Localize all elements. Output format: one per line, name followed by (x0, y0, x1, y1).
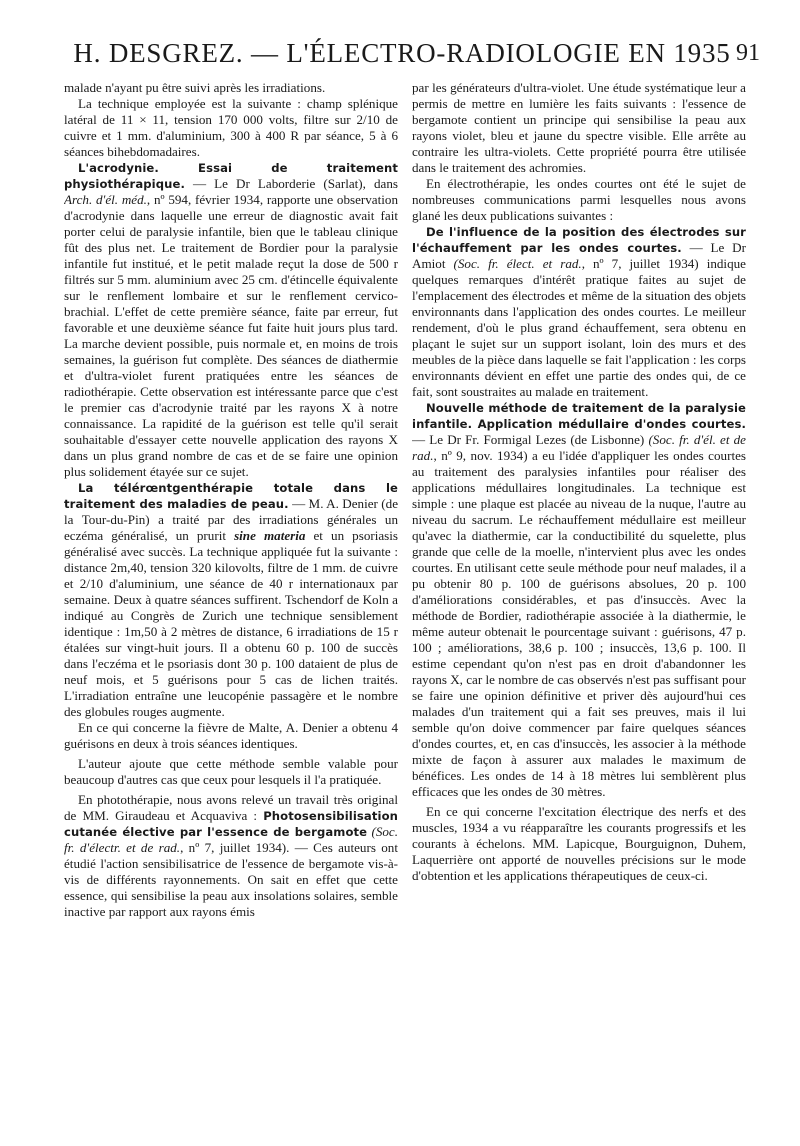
phototherapie-text-a: En photothérapie, nous avons relevé un travail très original de MM. Giraudeau et Acquaviva : (64, 792, 398, 823)
section-heading-teleroentgen: La télérœntgenthérapie totale dans le traitement des maladies de peau. (64, 481, 398, 511)
phototherapie-text-b: , nº 7, juillet 1934). — Ces auteurs ont étudié l'action sensibilisatrice de l'essence de bergamote vis-à-vis de différents rayonnements. On sait en effet que cette essence, qui sensibilise la peau aux insolations solaires, semble inactive par rapport aux rayons émis (64, 840, 398, 919)
teleroentgen-text-a: — M. A. Denier (de la Tour-du-Pin) a traité par des irradiations générales un eczéma généralisé, un prurit (64, 496, 398, 543)
teleroentgen-sine-materia: sine materia (234, 528, 306, 543)
paragraph-continued: malade n'ayant pu être suivi après les irradiations. (64, 80, 326, 95)
nouvelle-methode-text-a: — Le Dr Fr. Formigal Lezes (de Lisbonne) (412, 432, 645, 447)
left-column (64, 80, 398, 1120)
acrodynie-text-b: , nº 594, février 1934, rapporte une observation d'acrodynie dans laquelle une erreur de diagnostic avait fait porter celui de paralysie infantile, bien que le tableau clinique fût des plus net. Le traitement de Bordier pour la paralysie infantile fut institué, et le petit malade reçut la dose de 500 r filtrés sur 5 mm. aluminium avec 25 cm. d'étincelle équivalente sur le renflement lombaire et sur le renflement cervico-brachial. L'effet de cette première séance, faite par erreur, fut favorable et une deuxième séance fut faite huit jours plus tard. La marche devient possible, puis normale et, en moins de trois semaines, la guérison fut complète. Des séances de diathermie et d'ultra-violet furent pratiquées entre les séances de radiothérapie. Cette observation est intéressante parce que c'est le premier cas d'acrodynie traité par les rayons X à notre connaissance. La rapidité de la guérison est telle qu'il serait souhaitable d'essayer cette nouvelle application des rayons X dans un plus grand nombre de cas et de se faire une opinion plus solidement étayée sur ce sujet. (64, 192, 398, 479)
right-column (412, 80, 746, 1120)
section-teleroentgen (64, 480, 398, 720)
section-nouvelle-methode (412, 400, 746, 800)
nouvelle-methode-citation: (Soc. fr. d'él. et de rad. (412, 432, 746, 463)
paragraph-continued-right: par les générateurs d'ultra-violet. Une étude systématique leur a permis de mettre en lumière les faits suivants : l'essence de bergamote contient un principe qui sensibilise la peau aux rayons violet, bleu et jaune du spectre visible. Elle arrête au contraire les ultra-violets. Cette propriété pourra être utilisée dans le traitement des achromies. (412, 80, 746, 175)
teleroentgen-text-b: et un psoriasis généralisé avec succès. La technique appliquée fut la suivante : distance 2m,40, tension 320 kilovolts, filtre de 1 mm. de cuivre et 2/10 d'aluminium, une séance de 40 r internationaux par semaine. Deux à quatre séances suffirent. Tschendorf de Koln a indiqué au Congrès de Zurich une technique sensiblement identique : 1m,50 à 2 mètres de distance, 6 irradiations de 15 r étalées sur vingt-huit jours. Il a obtenu 60 p. 100 de succès dans l'eczéma et le psoriasis dont 30 p. 100 dataient de plus de neuf mois, et 5 guérisons pour 5 cas de lichen traités. L'irradiation entraîne une leucopénie passagère et le nombre des globules rouges augmente. (64, 528, 398, 719)
nouvelle-methode-text-b: , nº 9, nov. 1934) a eu l'idée d'appliquer les ondes courtes au traitement des paralysies infantiles pour réaliser des applications médullaires longitudinales. La technique est simple : une plaque est placée au niveau de la nuque, l'autre au niveau du sacrum. Le réchauffement médullaire est meilleur qu'avec la diathermie, car la conductibilité du squelette, plus grande que celle de la moelle, n'intervient plus avec les ondes courtes. En utilisant cette seule méthode pour neuf malades, il a pu obtenir 80 p. 100 de guérisons absolues, 20 p. 100 d'améliorations considérables, et pas d'insuccès. Avec la méthode de Bordier, radiothérapie associée à la diathermie, le même auteur obtenait le pourcentage suivant : guérisons, 47 p. 100 ; améliorations, 38,6 p. 100 ; insuccès, 13,6 p. 100. Il estime cependant qu'on n'est pas en droit d'abandonner les rayons X, car le nombre de cas observés n'est pas suffisant pour se faire une opinion définitive et priver dès aujourd'hui ces malades d'un traitement qui a fait ses preuves, mais il lui semble qu'on doive commencer par faire quelques séances d'ondes courtes, et, en cas d'insuccès, les associer à la méthode mixte de façon à assurer aux malades le maximum de bénéfices. Les ondes de 14 à 18 mètres lui semblèrent plus efficaces que les ondes de 30 mètres. (412, 448, 746, 799)
paragraph-technique: La technique employée est la suivante : champ splénique latéral de 11 × 11, tension 170 000 volts, filtre sur 2/10 de cuivre et 1 mm. d'aluminium, 300 à 400 R par séance, 5 à 6 séances bihebdomadaires. (64, 96, 398, 159)
influence-text-b: , nº 7, juillet 1934) indique quelques remarques d'intérêt pratique faites au sujet de l'emplacement des électrodes et même de la situation des objets environnants dans l'application des ondes courtes. Le meilleur rendement, d'où le plus grand échauffement, sera obtenu en plaçant le sujet sur un support isolant, loin des murs et des meubles de la pièce dans laquelle se fait l'application : les corps environnants dévient en effet une partie des ondes qui, de ce fait, sont soustraites au malade en traitement. (412, 256, 746, 399)
page-number: 91 (736, 40, 760, 66)
paragraph-auteur: L'auteur ajoute que cette méthode semble valable pour beaucoup d'autres cas que ceux pour lesquels il l'a pratiquée. (64, 756, 398, 787)
influence-text-a: — Le Dr Amiot (412, 240, 746, 271)
section-heading-acrodynie: L'acrodynie. Essai de traitement physiothérapique. (64, 161, 398, 191)
acrodynie-text-a: — Le Dr Laborderie (Sarlat), dans (193, 176, 398, 191)
section-heading-influence: De l'influence de la position des électrodes sur l'échauffement par les ondes courtes. (412, 225, 746, 255)
photosensibilisation-citation: (Soc. fr. d'électr. et de rad. (64, 824, 398, 855)
section-heading-nouvelle-methode: Nouvelle méthode de traitement de la paralysie infantile. Application médullaire d'ondes courtes. (412, 401, 746, 431)
section-heading-photosensibilisation: Photosensibilisation cutanée élective par l'essence de bergamote (64, 809, 398, 839)
paragraph-electrotherapie: En électrothérapie, les ondes courtes ont été le sujet de nombreuses communications parmi lesquelles nous avons glané les deux publications suivantes : (412, 176, 746, 223)
paragraph-excitation: En ce qui concerne l'excitation électrique des nerfs et des muscles, 1934 a vu réapparaître les courants progressifs et les courants à échelons. MM. Lapicque, Bourguignon, Duhem, Laquerrière ont apporté de nouvelles précisions sur le mode d'obtention et les applications thérapeutiques de ceux-ci. (412, 804, 746, 883)
influence-citation: (Soc. fr. élect. et rad. (453, 256, 582, 271)
section-phototherapie (64, 792, 398, 920)
running-header (64, 38, 760, 78)
running-title: H. DESGREZ. — L'ÉLECTRO-RADIOLOGIE EN 1935 (73, 38, 731, 68)
section-influence (412, 224, 746, 400)
acrodynie-citation: Arch. d'él. méd. (64, 192, 147, 207)
paragraph-malte: En ce qui concerne la fièvre de Malte, A. Denier a obtenu 4 guérisons en deux à trois séances identiques. (64, 720, 398, 751)
section-acrodynie (64, 160, 398, 480)
